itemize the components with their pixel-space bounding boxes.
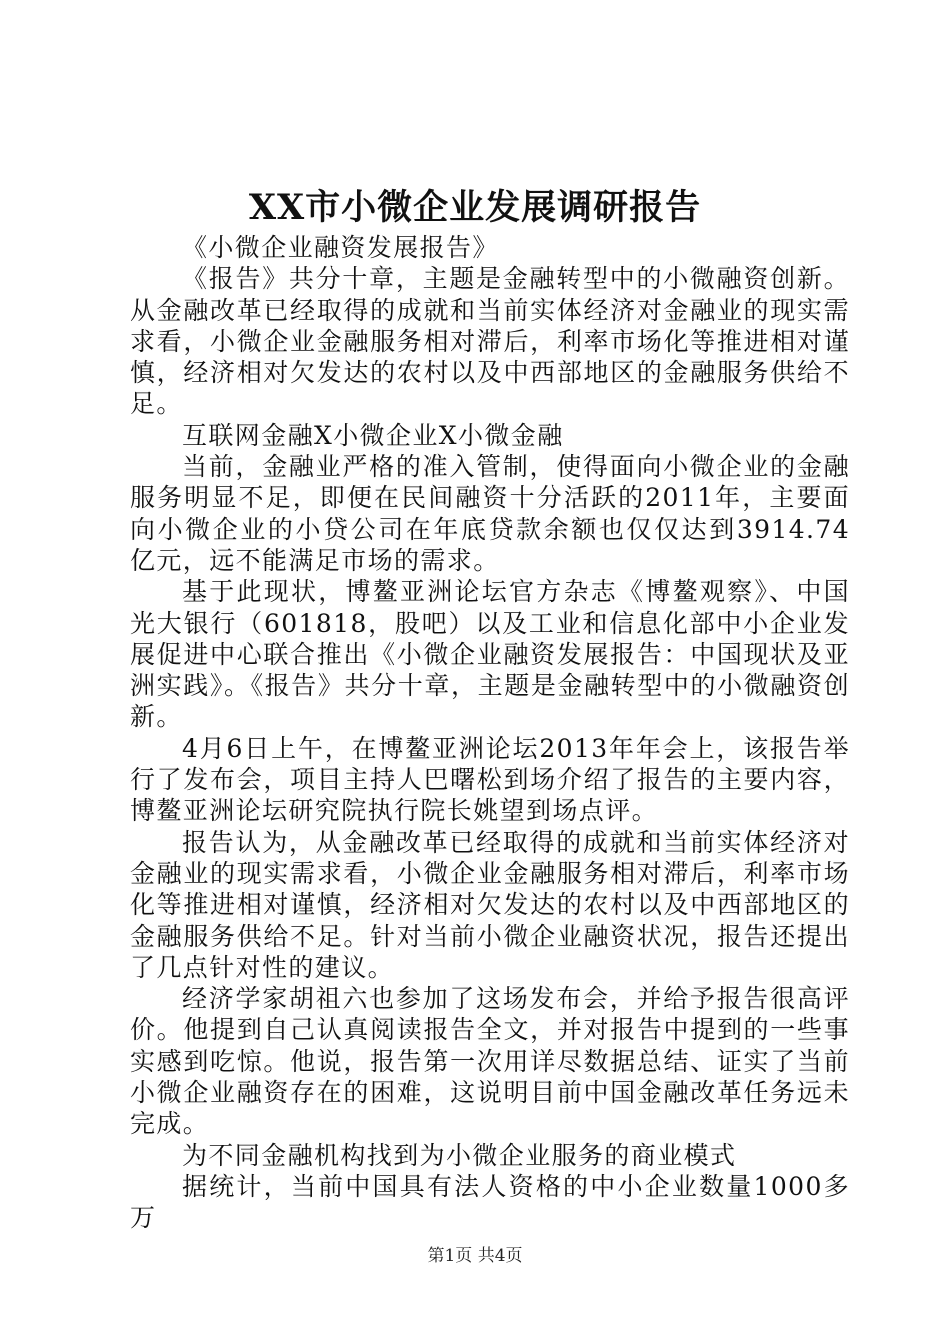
section-heading: 互联网金融X小微企业X小微金融 bbox=[182, 420, 564, 450]
paragraph: 经济学家胡祖六也参加了这场发布会，并给予报告很高评价。他提到自己认真阅读报告全文，并对报告中提到的一些事实感到吃惊。他说，报告第一次用详尽数据总结、证实了当前小微企业融资存在的困难，这说明目前中国金融改革任务远未完成。 bbox=[130, 984, 850, 1139]
page-number-footer: 第1页 共4页 bbox=[427, 1246, 523, 1266]
section-heading: 《小微企业融资发展报告》 bbox=[182, 233, 499, 262]
document-body bbox=[130, 232, 850, 1234]
paragraph: 4月6日上午，在博鳌亚洲论坛2013年年会上，该报告举行了发布会，项目主持人巴曙松到场介绍了报告的主要内容，博鳌亚洲论坛研究院执行院长姚望到场点评。 bbox=[130, 733, 850, 826]
paragraph: 基于此现状，博鳌亚洲论坛官方杂志《博鳌观察》、中国光大银行（601818，股吧）以及工业和信息化部中小企业发展促进中心联合推出《小微企业融资发展报告：中国现状及亚洲实践》。《报告》共分十章，主题是金融转型中的小微融资创新。 bbox=[130, 577, 850, 732]
section-heading: 为不同金融机构找到为小微企业服务的商业模式 bbox=[182, 1140, 737, 1170]
paragraph: 《报告》共分十章，主题是金融转型中的小微融资创新。从金融改革已经取得的成就和当前实体经济对金融业的现实需求看，小微企业金融服务相对滞后，利率市场化等推进相对谨慎，经济相对欠发达的农村以及中西部地区的金融服务供给不足。 bbox=[130, 264, 850, 419]
page-title: XX市小微企业发展调研报告 bbox=[248, 187, 702, 228]
paragraph: 据统计，当前中国具有法人资格的中小企业数量1000多万 bbox=[130, 1171, 850, 1233]
paragraph: 报告认为，从金融改革已经取得的成就和当前实体经济对金融业的现实需求看，小微企业金融服务相对滞后，利率市场化等推进相对谨慎，经济相对欠发达的农村以及中西部地区的金融服务供给不足。针对当前小微企业融资状况，报告还提出了几点针对性的建议。 bbox=[130, 827, 850, 982]
paragraph: 当前，金融业严格的准入管制，使得面向小微企业的金融服务明显不足，即便在民间融资十分活跃的2011年，主要面向小微企业的小贷公司在年底贷款余额也仅仅达到3914.74亿元，远不能满足市场的需求。 bbox=[130, 452, 850, 575]
